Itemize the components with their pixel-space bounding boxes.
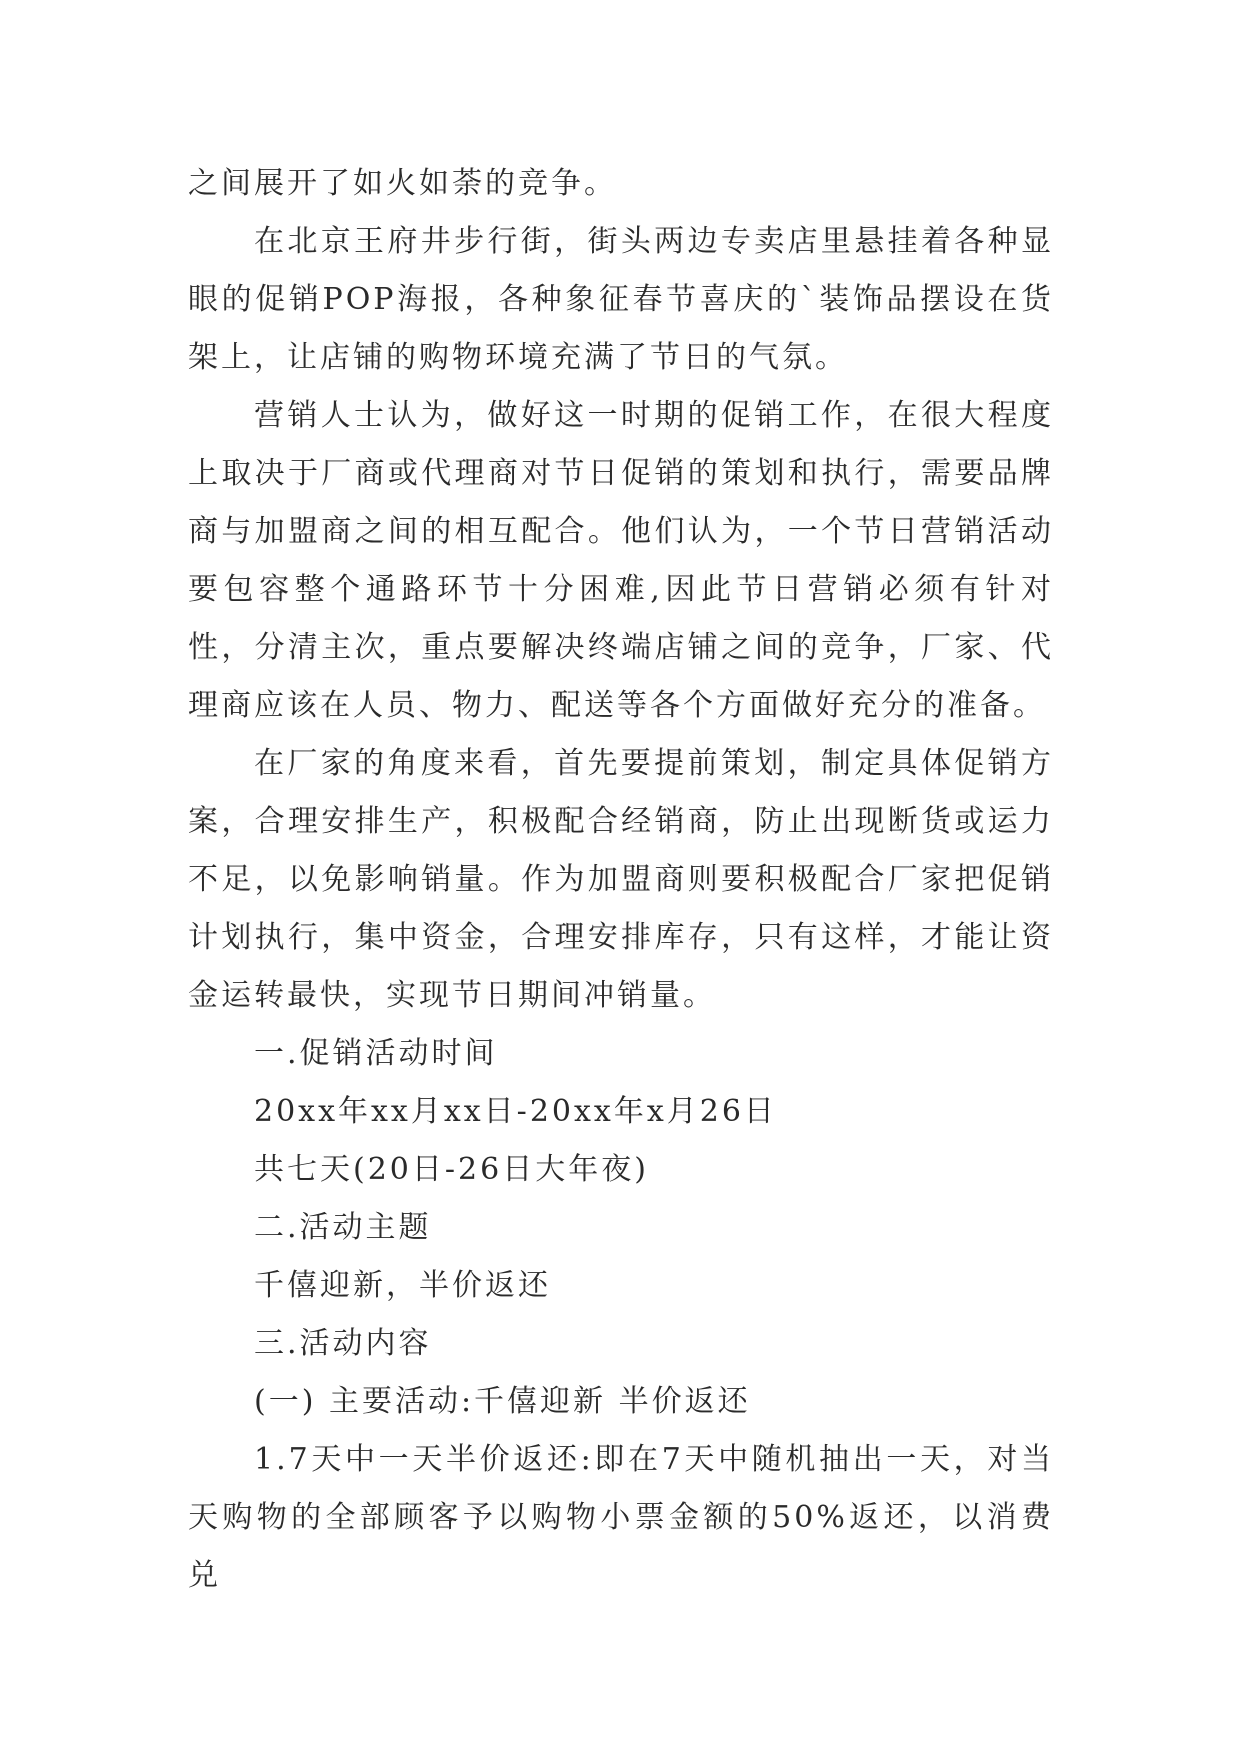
paragraph-marketing-view: 营销人士认为，做好这一时期的促销工作，在很大程度上取决于厂商或代理商对节日促销的策划和执行，需要品牌商与加盟商之间的相互配合。他们认为，一个节日营销活动要包容整个通路环节十分困难,因此节日营销必须有针对性，分清主次，重点要解决终端店铺之间的竞争，厂家、代理商应该在人员、物力、配送等各个方面做好充分的准备。 [188,398,1054,723]
heading-promotion-time: 一.促销活动时间 [254,1036,498,1071]
paragraph-manufacturer-view: 在厂家的角度来看，首先要提前策划，制定具体促销方案，合理安排生产，积极配合经销商，防止出现断货或运力不足，以免影响销量。作为加盟商则要积极配合厂家把促销计划执行，集中资金，合理安排库存，只有这样，才能让资金运转最快，实现节日期间冲销量。 [188,746,1054,1013]
promotion-date-range: 20xx年xx月xx日-20xx年x月26日 [254,1094,777,1129]
paragraph-half-price-return: 1.7天中一天半价返还:即在7天中随机抽出一天，对当天购物的全部顾客予以购物小票金额的50%返还，以消费兑 [188,1442,1054,1593]
paragraph-wangfujing: 在北京王府井步行街，街头两边专卖店里悬挂着各种显眼的促销POP海报，各种象征春节喜庆的`装饰品摆设在货架上，让店铺的购物环境充满了节日的气氛。 [188,224,1054,375]
promotion-duration: 共七天(20日-26日大年夜) [254,1152,649,1187]
paragraph-competition-end: 之间展开了如火如荼的竞争。 [188,166,617,201]
heading-activity-content: 三.活动内容 [254,1326,432,1361]
document-body [188,155,1054,1605]
activity-theme-text: 千僖迎新，半价返还 [254,1268,551,1303]
heading-activity-theme: 二.活动主题 [254,1210,432,1245]
subheading-main-activity: (一) 主要活动:千僖迎新 半价返还 [254,1384,751,1419]
